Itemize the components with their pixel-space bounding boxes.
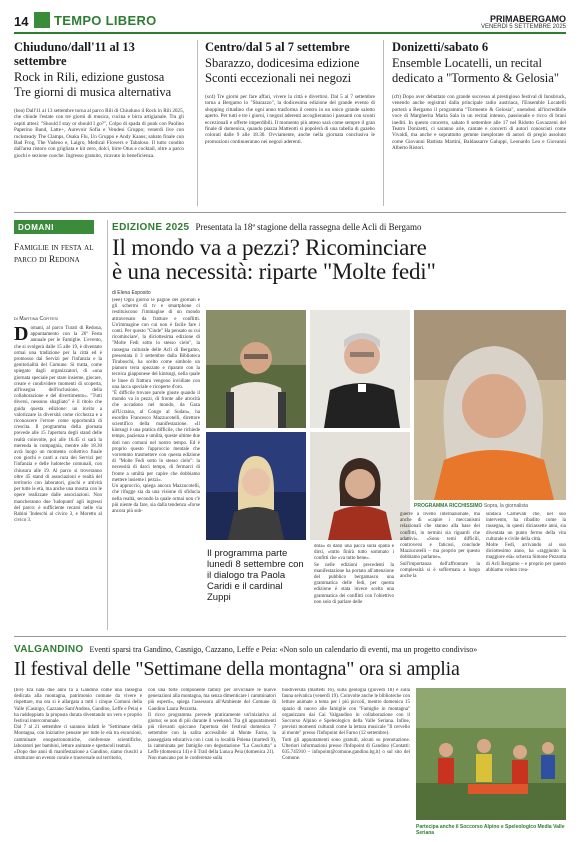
page-number: 14 [14,14,29,29]
caption-text: Sopra, la giornalista [483,503,529,509]
photo-man [206,310,306,428]
main-article-column: dola» di darsi una pacca sulla spalla e dirsi, «tutto finirà tutto sommato i confitti che «va tutto bene». Se nelle edizioni precedenti la manifestazione ha portato all'attenzione del pubblico bergamasco una grammatica delle fedi, per questa edizione è stata invece scelta una grammatica dei conflitti con l'obiettivo non solo di parlare delle [314,544,394,605]
section-title: TEMPO LIBERO [54,12,157,28]
section-color-block [34,12,50,28]
photo-caption [414,503,566,509]
main-headline-line: Il mondo va a pezzi? Ricominciare [112,235,427,260]
main-article-column: guerre a livello internazionale, ma anche di «capire i meccanismi relazionali che stanno alla base dei conflitti, in termini sia riguardi che adattivi». «Sono temi difficili, controversi e faticosi, conclude Mazzucotelli – ma proprio per questo dobbiamo parlarne». Sull'importanza dell'affrontare la complessità si è soffermata a lungo anche la [400,512,480,580]
pull-quote: Il programma parte lunedì 8 settembre con il dialogo tra Paola Caridi e il cardinal Zuppi [207,548,304,603]
article-sbarazzo[interactable] [205,40,375,145]
photo-woman-dark [310,432,410,540]
valgandino-column: (b/e) Era nata due anni fa a Gandino come una rassegna dedicata alla montagna, patrimonio comune da vivere e rispettare, ma ora si è allargata a tutti i cinque Comuni della Valle (Casnigo, Cazzano Sant'Andrea, Gandino, Leffe e Peia) e ha raddoppiato la proposta durata diventando un vero e proprio festival intercomunale. Dal 7 al 21 settembre ci saranno infatti le "Settimane della Montagna, con iniziative pensate per tutte le età tra escursioni, camminate enogastronomiche, conferenze scientifiche, laboratori per bambini, letture animate e spettacoli teatrali. «Dopo due anni di manifestazione a Gandino, siamo riusciti a strutturare un evento corale e trasversale sul territorio, [14,688,142,762]
article-headline: Ensemble Locatelli, un recital [392,56,542,70]
article-donizetti[interactable] [392,40,566,152]
sidebar-author: di Martina Cortesi [14,316,58,322]
valgandino-headline[interactable]: Il festival delle "Settimane della montagna" ora si amplia [14,658,460,680]
article-kicker: Donizetti/sabato 6 [392,40,489,54]
column-divider [383,40,384,206]
valgandino-photo-caption: Partecipa anche il Soccorso Alpino e Speleologico Media Valle Seriana [416,824,565,836]
column-divider [197,40,198,206]
article-body: (cft) Dopo aver debuttato con grande successo al prestigioso festival di Innsbruck, venendo anche registrati dalla principale radio austriaca, l'Ensemble Locatelli porterà a Bergamo il programma "Tormento & Gelosia", unendosi all'incredibile voce di Margherita Maria Sala in un recital intenso, passionale e ricco di brani inediti. In questo concerto, sabato 6 settembre alle 17 nel Ridotto Gavazzeni del Teatro Donizetti, ci saranno arie, cantate e concerti di autori conosciuti come Vivaldi, ma anche e soprattutto gemme inesplorate di autori di pregio assoluto come Giovanni Battista Martini, Baldassarre Galuppi, Leonardo Leo e Giovanni Alberto Ristori. [392,94,566,152]
main-article-header [112,220,566,234]
article-body: (bea) Dall'11 al 13 settembre torna al parco Rili di Chiuduno il Rock in Rili 2025, che chiude l'estate con tre giorni di musica, cucina e birra artigianale. Tra gli ospiti attesi: "Should I stay or should I go?", Colpo di spada di punk con Paolino Paperino Band, Latte+, Aurevoir Sofia e Vendesi Gruppo; venerdì live con rocksteady The Clamps, Osaka Flu, Un Gruppo e Andy Kaaos; sabato finale con Bad Frog, The Vadeoo e, Laigro, Medical Flowers e Tabaloso. Il tutto condito dall'area ristoro con grigliata e kit zero, dolci, birre Otus e cocktail, oltre a parco giochi e sezione cuoche. Ingresso gratuito, ricavato in beneficienza. [14,108,184,159]
valgandino-tag: VALGANDINO [14,644,84,655]
article-headline: dedicato a "Tormento & Gelosia" [392,71,559,85]
edition-tag: EDIZIONE 2025 [112,221,190,233]
article-headline: Sbarazzo, dodicesima edizione [205,56,360,70]
section-header [34,12,234,28]
article-headline: Rock in Rili, edizione gustosa [14,70,165,84]
article-kicker: Chiuduno/dall'11 al 13 settembre [14,40,135,68]
main-article-column: sindaca Carnevali che, nel suo intervento, ha ribadito come la rassegna, in questi diciassette anni, sia diventata un punto fermo della vita culturale e civile della città. Molte Fedi, arrivando al suo diciottesimo anno, ha «raggiunto la maggiore età» scherza Simone Pezzotta di Acli Bergamo – e proprio per questo abbiamo voluto crea- [486,512,566,573]
edition-subtitle: Presentata la 18ª stagione della rassegna delle Acli di Bergamo [195,222,422,232]
issue-date: VENERDÌ 5 SETTEMBRE 2025 [480,24,566,30]
brand-logo[interactable]: PRIMABERGAMO [490,14,566,24]
photo-cardinal [310,310,410,428]
column-divider [107,220,108,630]
article-kicker: Centro/dal 5 al 7 settembre [205,40,350,54]
photo-journalist [414,310,566,500]
photo-rescue-team [416,688,566,820]
valgandino-subtitle: Eventi sparsi tra Gandino, Casnigo, Cazzano, Leffe e Peia: «Non solo un calendario di eventi, ma un progetto condiviso» [89,645,478,654]
article-headline: Sconti eccezionali nei negozi [205,71,352,85]
valgandino-header [14,644,566,655]
article-chiuduno[interactable] [14,40,184,159]
sidebar-section-label: DOMANI [14,220,94,234]
sidebar-title[interactable]: Famiglie in festa al parco di Redona [14,243,94,265]
main-headline[interactable] [112,236,566,284]
sidebar-text: omani, al parco Turati di Redona, appuntamento con la 26ª Festa annuale per le Famiglie. L'evento, che si svolgerà dalle 15 alle 19, è diventato ormai una tradizione per la città ed è promosso dai Servizi per l'infanzia e la genitorialità del Comune. Si tratta, come spiegato dagli organizzatori, di «una giornata speciale per stare insieme, giocare, creare e condividere momenti di scoperta, all'insegna dell'inclusione, della collaborazione e del divertimento». "Tutti diversi, nessuno sbagliato" è il titolo che guida questa edizione: un invito a valorizzare la diversità come ricchezza e a riconoscere l'errore come opportunità di crescita. Il programma della giornata prevede alle 15 l'apertura degli stand delle realtà coinvolte, poi alle 16.45 ci sarà la merenda in compagnia, mentre alle 18.30 avrà luogo un momento collettivo finale con giochi e canti a cura dei Servizi per l'infanzia e delle ludoteche comunali, con chiusura alle 19. Al parco si troveranno oltre 45 stand di associazioni e realtà del territorio con laboratori, giochi e attività per tutte le età, ma anche una mostra con le opere realizzate dalle associazioni. Non mancheranno due 'ludopunti' agli ingressi del parco: è sufficiente recarsi nelle via Rabini 'Indeschi al civico 3, e Moretto al civico 3. [14,326,102,524]
photo-woman-blonde [206,432,306,540]
valgandino-column: biodiversità (martedì 16), sulla geologia (giovedì 18) e sulla fauna selvatica (venerdì 19). Coinvolte anche le biblioteche con letture animate a tema per i più piccoli, mentre domenica 15 spazio di nuovo alle famiglie con "Famiglie in montagna" organizzato dai Cai Valgandino in collaborazione con il Soccorso Alpino e Speleologico della Valle Seriana. Infine, previsti momenti culturali come la lettura musicale "Il cervello al monte" presso l'Infopoint del Farno (12 settembre). Tutti gli appuntamenti sono gratuiti, alcuni su prenotazione. Ulteriori informazioni presso l'Infopoint di Gandino (Contatti: 035.745910 – infopoint@comune.gandino.bg.it) o sul sito del Comune. [282,688,410,762]
article-headline: Tre giorni di musica alternativa [14,85,172,99]
section-rule [14,636,566,637]
drop-cap: D [14,323,29,345]
main-article-column: (eee) Ogni giorno le pagine dei giornali e gli schermi di tv e smartphone ci restituiscono l'immagine di un mondo attraversato da fratture e conflitti. Un'immagine con cui non è facile fare i conti. Per questo "Cinde" Ha pensato su cui ricominciare', la diciottesima edizione di "Molte Fedi sotto lo stesso cielo", la rassegna culturale delle Acli di Bergamo, presentata il 3 settembre dalla Biblioteca Tiraboschi, ha scelto come simbolo un pianoro terra spezzato e riparato con la tecnica giapponese del kintsugi, nella quale le linee di frattura vengono invidiate con una lacca speciale e ricoperte d'oro. "È difficile trovare parole giuste quando il mondo va in pezzi, di fronte alle atrocità che accadono nel mondo, da Gaza all'Ucraina, al Congo al Sudan», ha esordito Francesco Mazzucotelli, direttore scientifico della manifestazione. «Il kintsugi è una pratica difficile, che richiede tempo, pazienza e umiltà, queste ultime due doti non comuni nel nostro tempo. Ed è proprio questo l'approccio mentale che vorremmo trasmettere con questa edizione di "Molte Fedi sotto lo stesso cielo": la necessità di darci tempo, di fermarci di fronte a umiltà per capire che dobbiamo mettere insieme i pezzi». Un approccio, spiega ancora Mazzucotelli, che rifugge sia da una visione di sfiducia nella realtà, secondo la quale ormai non c'è più niente da fare, sia dalla tendenza «forse ancora più sub- [112,298,200,514]
main-byline: di Elena Esposito [112,290,151,296]
valgandino-column: con una forte componente family per avvicinare le nuove generazioni alla montagna, ma senza dimenticare i camminatori più esperti», spiega l'assessora all'Ambiente del Comune di Gandino Laura Pezzotta. Il ricco programma prevede praticamente un'iniziativa al giorno; se non di più durante il weekend. Tra gli appuntamenti più rilevanti spiccano l'apertura del festival domenica 7 settembre con la salita accessibile al Monte Farno, la passeggiata educativa con i cani in località Polena (martedì 9), la camminata per famiglie con degustazione "La Casciutta" a Leffe (domenica 14) e il Trail della Luna a Peia (domenica 21). Non mancano poi le conferenze sulla [148,688,276,762]
article-body: (sc4) Tre giorni per fare affari, vivere la città e divertirsi. Dal 5 al 7 settembre torna a Bergamo lo "Sbarazzo", la dodicesima edizione del grande evento di shopping cittadino che ogni anno trasforma il centro in un unico grande salotto aperto. Per tutti e tre i giorni, i negozi aderenti accoglieranno i passanti con sconti eccezionali e offerte imperdibili. Il momento più atteso sarà come sempre il gran finale di domenica, quando piazza Matteotti si popolerà di una tabella di gazebo colorati dalle 9 alle 18.30. Ovviamente, anche nella giornata conclusiva le promozioni continueranno nei negozi aderenti. [205,94,375,145]
sidebar-body [14,323,102,525]
header-rule [14,32,566,34]
section-rule [14,212,566,213]
main-headline-line: è una necessità: riparte "Molte fedi" [112,259,436,284]
caption-title: PROGRAMMA RICCHISSIMO [414,503,483,509]
